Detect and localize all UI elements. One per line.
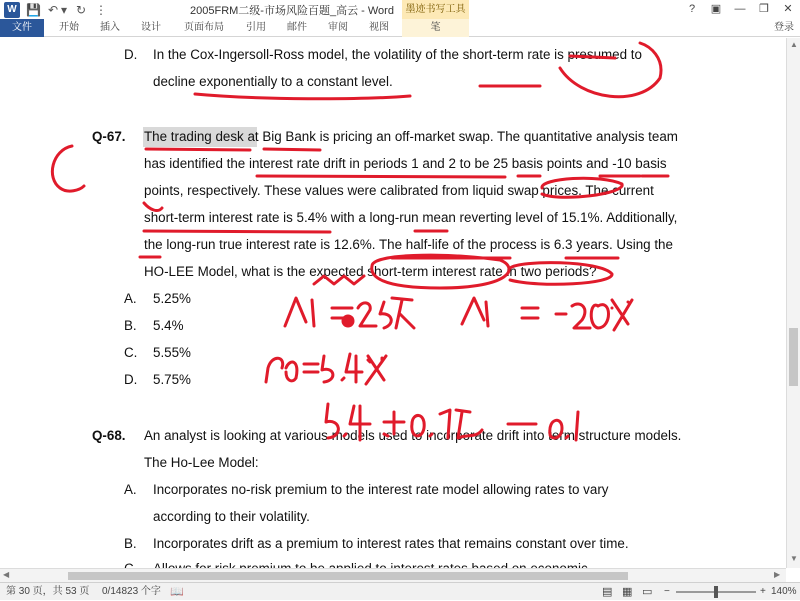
ribbon-display-options-icon[interactable]: ▣ [710, 3, 722, 15]
web-layout-icon[interactable]: ▭ [642, 586, 653, 598]
zoom-slider[interactable] [676, 591, 756, 593]
read-mode-icon[interactable]: ▤ [602, 586, 613, 598]
tab-review[interactable]: 审阅 [328, 22, 348, 33]
minimize-button[interactable]: — [734, 3, 746, 15]
tab-mailings[interactable]: 邮件 [287, 22, 307, 33]
option-text-line: according to their volatility. [153, 509, 310, 524]
ink-note-lambda2 [462, 298, 488, 326]
option-text: 5.4% [153, 318, 184, 333]
ink-underline [257, 176, 505, 177]
ink-note-dot [343, 316, 353, 326]
word-app-icon[interactable]: W [4, 2, 20, 18]
option-letter: B. [124, 536, 137, 551]
question-number: Q-67. [92, 129, 126, 144]
tab-page-layout[interactable]: 页面布局 [184, 22, 224, 33]
tab-pen[interactable]: 笔 [402, 19, 469, 37]
redo-icon[interactable]: ↻ [75, 2, 87, 17]
question-text-line: HO-LEE Model, what is the expected short-term interest rate in two periods? [144, 264, 597, 279]
save-icon[interactable]: 💾 [26, 2, 41, 17]
restore-button[interactable]: ❐ [759, 3, 769, 15]
ribbon-tab-bar [0, 19, 800, 37]
ink-underline [146, 149, 250, 150]
ink-note-equals [522, 308, 538, 318]
ink-note-neg10 [556, 300, 632, 330]
ink-underline [195, 94, 410, 99]
ink-answer-mark-c [52, 146, 84, 191]
option-letter: B. [124, 318, 137, 333]
option-text-line: Incorporates no-risk premium to the interest rate model allowing rates to vary [153, 482, 609, 497]
option-text: 5.75% [153, 372, 191, 387]
ink-note-025 [358, 298, 414, 328]
option-letter: A. [124, 482, 137, 497]
option-letter: D. [124, 372, 138, 387]
option-letter: D. [124, 47, 138, 62]
window-title: 2005FRM二级-市场风险百题_高云 - Word [190, 5, 394, 17]
option-text-line: Incorporates drift as a premium to interest rates that remains constant over time. [153, 536, 629, 551]
quick-access-toolbar [0, 0, 108, 19]
page-count[interactable]: 第 30 页，共 53 页 [6, 586, 90, 597]
option-text-line: In the Cox-Ingersoll-Ross model, the volatility of the short-term rate is presumed to [153, 47, 642, 62]
scroll-up-icon[interactable]: ▲ [790, 40, 798, 49]
undo-icon[interactable]: ↶ [47, 2, 59, 17]
ink-note-equals [332, 308, 352, 318]
ink-note-equals [304, 364, 318, 372]
status-bar [0, 582, 800, 600]
proofing-icon[interactable]: 📖 [170, 586, 184, 598]
vertical-scroll-thumb[interactable] [789, 328, 798, 386]
ink-note-lambda1 [285, 298, 314, 326]
tab-file[interactable]: 文件 [0, 19, 44, 37]
scroll-down-icon[interactable]: ▼ [790, 554, 798, 563]
scroll-left-icon[interactable]: ◀ [3, 570, 10, 579]
question-number: Q-68. [92, 428, 126, 443]
sign-in-link[interactable]: 登录 [774, 22, 794, 33]
question-text-line: has identified the interest rate drift in periods 1 and 2 to be 25 basis points and -10 basis [144, 156, 667, 171]
undo-dropdown-icon[interactable]: ▾ [60, 2, 68, 17]
question-text-line: The Ho-Lee Model: [144, 455, 259, 470]
horizontal-scrollbar[interactable] [0, 568, 786, 582]
word-count[interactable]: 0/14823 个字 [102, 586, 161, 597]
ink-tools-context-tab: 墨迹书写工具 [402, 0, 469, 19]
tab-insert[interactable]: 插入 [100, 22, 120, 33]
help-icon[interactable]: ? [688, 3, 696, 15]
option-text: 5.25% [153, 291, 191, 306]
title-bar [0, 0, 800, 19]
question-text-line: The trading desk at Big Bank is pricing an off-market swap. The quantitative analysis team [144, 129, 678, 144]
ink-underline [144, 231, 330, 232]
scroll-right-icon[interactable]: ▶ [774, 570, 781, 579]
horizontal-scroll-thumb[interactable] [68, 572, 628, 580]
option-text-line: decline exponentially to a constant level. [153, 74, 393, 89]
print-layout-icon[interactable]: ▦ [622, 586, 633, 598]
question-text-line: short-term interest rate is 5.4% with a long-run mean reverting level of 15.1%. Additionally, [144, 210, 678, 225]
zoom-out-icon[interactable]: − [664, 586, 670, 597]
tab-design[interactable]: 设计 [141, 22, 161, 33]
zoom-in-icon[interactable]: + [760, 586, 766, 597]
option-letter: C. [124, 345, 138, 360]
ink-note-r0 [266, 358, 297, 382]
vertical-scrollbar[interactable] [786, 38, 800, 568]
tab-view[interactable]: 视图 [369, 22, 389, 33]
tab-home[interactable]: 开始 [59, 22, 79, 33]
ink-underline [264, 149, 320, 150]
question-text-line: An analyst is looking at various models used to incorporate drift into term structure models. [144, 428, 682, 443]
customize-qat-icon[interactable]: ⋮ [95, 2, 107, 17]
question-text-line: the long-run true interest rate is 12.6%. The half-life of the process is 6.3 years. Using the [144, 237, 673, 252]
document-page[interactable] [0, 38, 786, 568]
close-button[interactable]: ✕ [783, 3, 793, 15]
question-text-line: points, respectively. These values were calibrated from liquid swap prices. The current [144, 183, 654, 198]
option-letter: A. [124, 291, 137, 306]
zoom-slider-thumb[interactable] [714, 586, 718, 598]
ink-note-54 [322, 354, 386, 384]
zoom-level[interactable]: 140% [771, 586, 797, 597]
tab-references[interactable]: 引用 [246, 22, 266, 33]
option-text: 5.55% [153, 345, 191, 360]
